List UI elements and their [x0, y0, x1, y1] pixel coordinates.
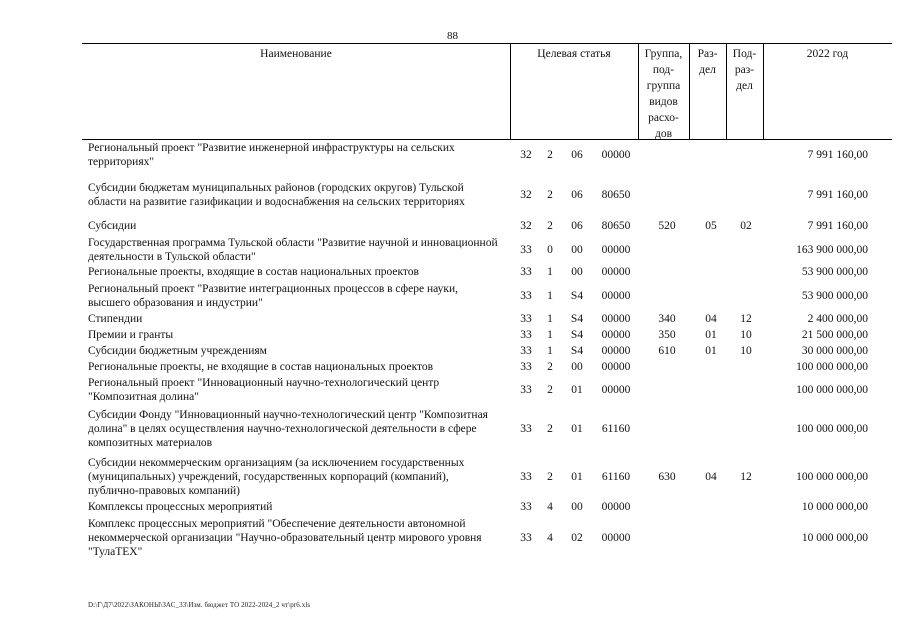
row-c1: 33	[520, 329, 532, 341]
row-amount: 53 900 000,00	[801, 290, 868, 302]
row-amount: 53 900 000,00	[801, 266, 868, 278]
row-sec: 01	[705, 329, 717, 341]
row-grp: 340	[658, 313, 676, 325]
row-c1: 33	[520, 290, 532, 302]
row-c4: 00000	[601, 313, 631, 325]
row-c1: 33	[520, 501, 532, 513]
row-c1: 33	[520, 471, 532, 483]
table-row	[0, 265, 905, 279]
row-sub: 10	[740, 345, 752, 357]
row-sub: 12	[740, 313, 752, 325]
row-c1: 33	[520, 361, 532, 373]
row-name: Региональные проекты, не входящие в состав национальных проектов	[88, 361, 434, 373]
row-c2: 1	[547, 266, 553, 278]
row-c2: 4	[547, 532, 553, 544]
row-amount: 10 000 000,00	[801, 501, 868, 513]
row-name: Субсидии некоммерческим организациям (за исключением государственных (муниципальных) учреждений, государственных корпораций (компаний), публично-правовых компаний)	[88, 457, 465, 497]
row-c2: 2	[547, 471, 553, 483]
row-amount: 100 000 000,00	[796, 471, 868, 483]
row-c2: 2	[547, 220, 553, 232]
row-name: Стипендии	[88, 313, 143, 325]
table-row	[0, 517, 905, 559]
row-c1: 32	[520, 149, 532, 161]
header-target-article: Целевая статья	[537, 48, 611, 60]
row-c2: 2	[547, 189, 553, 201]
row-c1: 33	[520, 266, 532, 278]
row-c4: 00000	[601, 361, 631, 373]
row-grp: 350	[658, 329, 676, 341]
row-name: Субсидии	[88, 220, 137, 232]
page-number: 88	[447, 30, 458, 42]
row-c3: 06	[571, 189, 583, 201]
row-amount: 163 900 000,00	[796, 244, 868, 256]
table-row	[0, 236, 905, 264]
row-amount: 2 400 000,00	[807, 313, 868, 325]
row-c4: 00000	[601, 345, 631, 357]
table-row	[0, 344, 905, 358]
row-c1: 32	[520, 189, 532, 201]
row-c1: 33	[520, 384, 532, 396]
row-c2: 1	[547, 345, 553, 357]
row-sec: 05	[705, 220, 717, 232]
row-c4: 00000	[601, 532, 631, 544]
row-c1: 33	[520, 313, 532, 325]
row-c1: 33	[520, 345, 532, 357]
row-grp: 630	[658, 471, 676, 483]
row-amount: 10 000 000,00	[801, 532, 868, 544]
row-amount: 100 000 000,00	[796, 384, 868, 396]
table-row	[0, 456, 905, 498]
row-amount: 30 000 000,00	[801, 345, 868, 357]
row-sub: 10	[740, 329, 752, 341]
row-c3: 00	[571, 361, 583, 373]
table-row	[0, 141, 905, 169]
row-amount: 7 991 160,00	[807, 220, 868, 232]
row-c4: 00000	[601, 149, 631, 161]
row-c2: 2	[547, 361, 553, 373]
row-c4: 80650	[601, 189, 631, 201]
row-c4: 00000	[601, 290, 631, 302]
row-c3: 00	[571, 501, 583, 513]
row-c4: 00000	[601, 384, 631, 396]
row-c4: 80650	[601, 220, 631, 232]
row-c2: 2	[547, 149, 553, 161]
row-sub: 02	[740, 220, 752, 232]
table-row	[0, 500, 905, 514]
header-expense-group: Группа, под- группа видов расхо- дов	[644, 48, 683, 140]
table-row	[0, 376, 905, 404]
row-sec: 04	[705, 471, 717, 483]
header-subsection: Под- раз- дел	[732, 48, 757, 92]
row-c1: 32	[520, 220, 532, 232]
row-c3: 06	[571, 149, 583, 161]
header-year: 2022 год	[806, 48, 849, 60]
row-c2: 2	[547, 423, 553, 435]
row-name: Комплекс процессных мероприятий "Обеспечение деятельности автономной некоммерческой организации "Научно-образовательный центр мирового уровня "ТулаТЕХ"	[88, 518, 482, 558]
row-c4: 00000	[601, 329, 631, 341]
row-name: Региональный проект "Развитие интеграционных процессов в сфере науки, высшего образования и индустрии"	[88, 283, 459, 309]
table-row	[0, 408, 905, 450]
row-name: Субсидии бюджетным учреждениям	[88, 345, 267, 357]
row-c1: 33	[520, 532, 532, 544]
row-c2: 0	[547, 244, 553, 256]
row-c3: 06	[571, 220, 583, 232]
table-row	[0, 328, 905, 342]
row-c3: S4	[570, 290, 584, 302]
row-grp: 520	[658, 220, 676, 232]
row-name: Субсидии Фонду "Инновационный научно-технологический центр "Композитная долина" в целях осуществления научно-технологической деятельности в сфере композитных материалов	[88, 409, 488, 449]
footer-file-path: D:\Г\Д7\2022\ЗАКОНЫ\ЗАС_33\Изм. бюджет ТО 2022-2024_2 чт\pr6.xls	[88, 601, 311, 609]
row-sec: 01	[705, 345, 717, 357]
row-c3: 00	[571, 244, 583, 256]
row-name: Комплексы процессных мероприятий	[88, 501, 273, 513]
row-sec: 04	[705, 313, 717, 325]
row-name: Региональные проекты, входящие в состав национальных проектов	[88, 266, 419, 278]
header-name: Наименование	[260, 48, 332, 60]
row-c3: 01	[571, 423, 583, 435]
row-amount: 7 991 160,00	[807, 189, 868, 201]
table-row	[0, 282, 905, 310]
row-sub: 12	[740, 471, 752, 483]
header-section: Раз- дел	[697, 48, 718, 76]
table-row	[0, 181, 905, 209]
row-name: Субсидии бюджетам муниципальных районов (городских округов) Тульской области на развитие газификации и водоснабжения на сельских территориях	[88, 182, 465, 208]
row-name: Региональный проект "Инновационный научно-технологический центр "Композитная долина"	[88, 377, 440, 403]
row-c3: 02	[571, 532, 583, 544]
row-c1: 33	[520, 423, 532, 435]
row-c1: 33	[520, 244, 532, 256]
row-c2: 2	[547, 384, 553, 396]
table-row	[0, 360, 905, 374]
row-c2: 1	[547, 313, 553, 325]
row-name: Премии и гранты	[88, 329, 174, 341]
row-amount: 100 000 000,00	[796, 423, 868, 435]
row-amount: 21 500 000,00	[801, 329, 868, 341]
row-c4: 00000	[601, 266, 631, 278]
row-c3: S4	[570, 329, 584, 341]
row-c3: 01	[571, 471, 583, 483]
row-amount: 7 991 160,00	[807, 149, 868, 161]
table-header	[82, 43, 892, 140]
table-row	[0, 312, 905, 326]
row-grp: 610	[658, 345, 676, 357]
row-c3: S4	[570, 313, 584, 325]
row-c2: 4	[547, 501, 553, 513]
row-name: Региональный проект "Развитие инженерной инфраструктуры на сельских территориях"	[88, 142, 455, 168]
row-c4: 00000	[601, 244, 631, 256]
row-c3: 01	[571, 384, 583, 396]
row-c2: 1	[547, 290, 553, 302]
table-row	[0, 219, 905, 233]
row-c4: 61160	[601, 423, 631, 435]
row-c2: 1	[547, 329, 553, 341]
row-c3: 00	[571, 266, 583, 278]
row-c4: 61160	[601, 471, 631, 483]
row-name: Государственная программа Тульской области "Развитие научной и инновационной деятельности в Тульской области"	[88, 237, 498, 263]
row-c4: 00000	[601, 501, 631, 513]
row-amount: 100 000 000,00	[796, 361, 868, 373]
row-c3: S4	[570, 345, 584, 357]
